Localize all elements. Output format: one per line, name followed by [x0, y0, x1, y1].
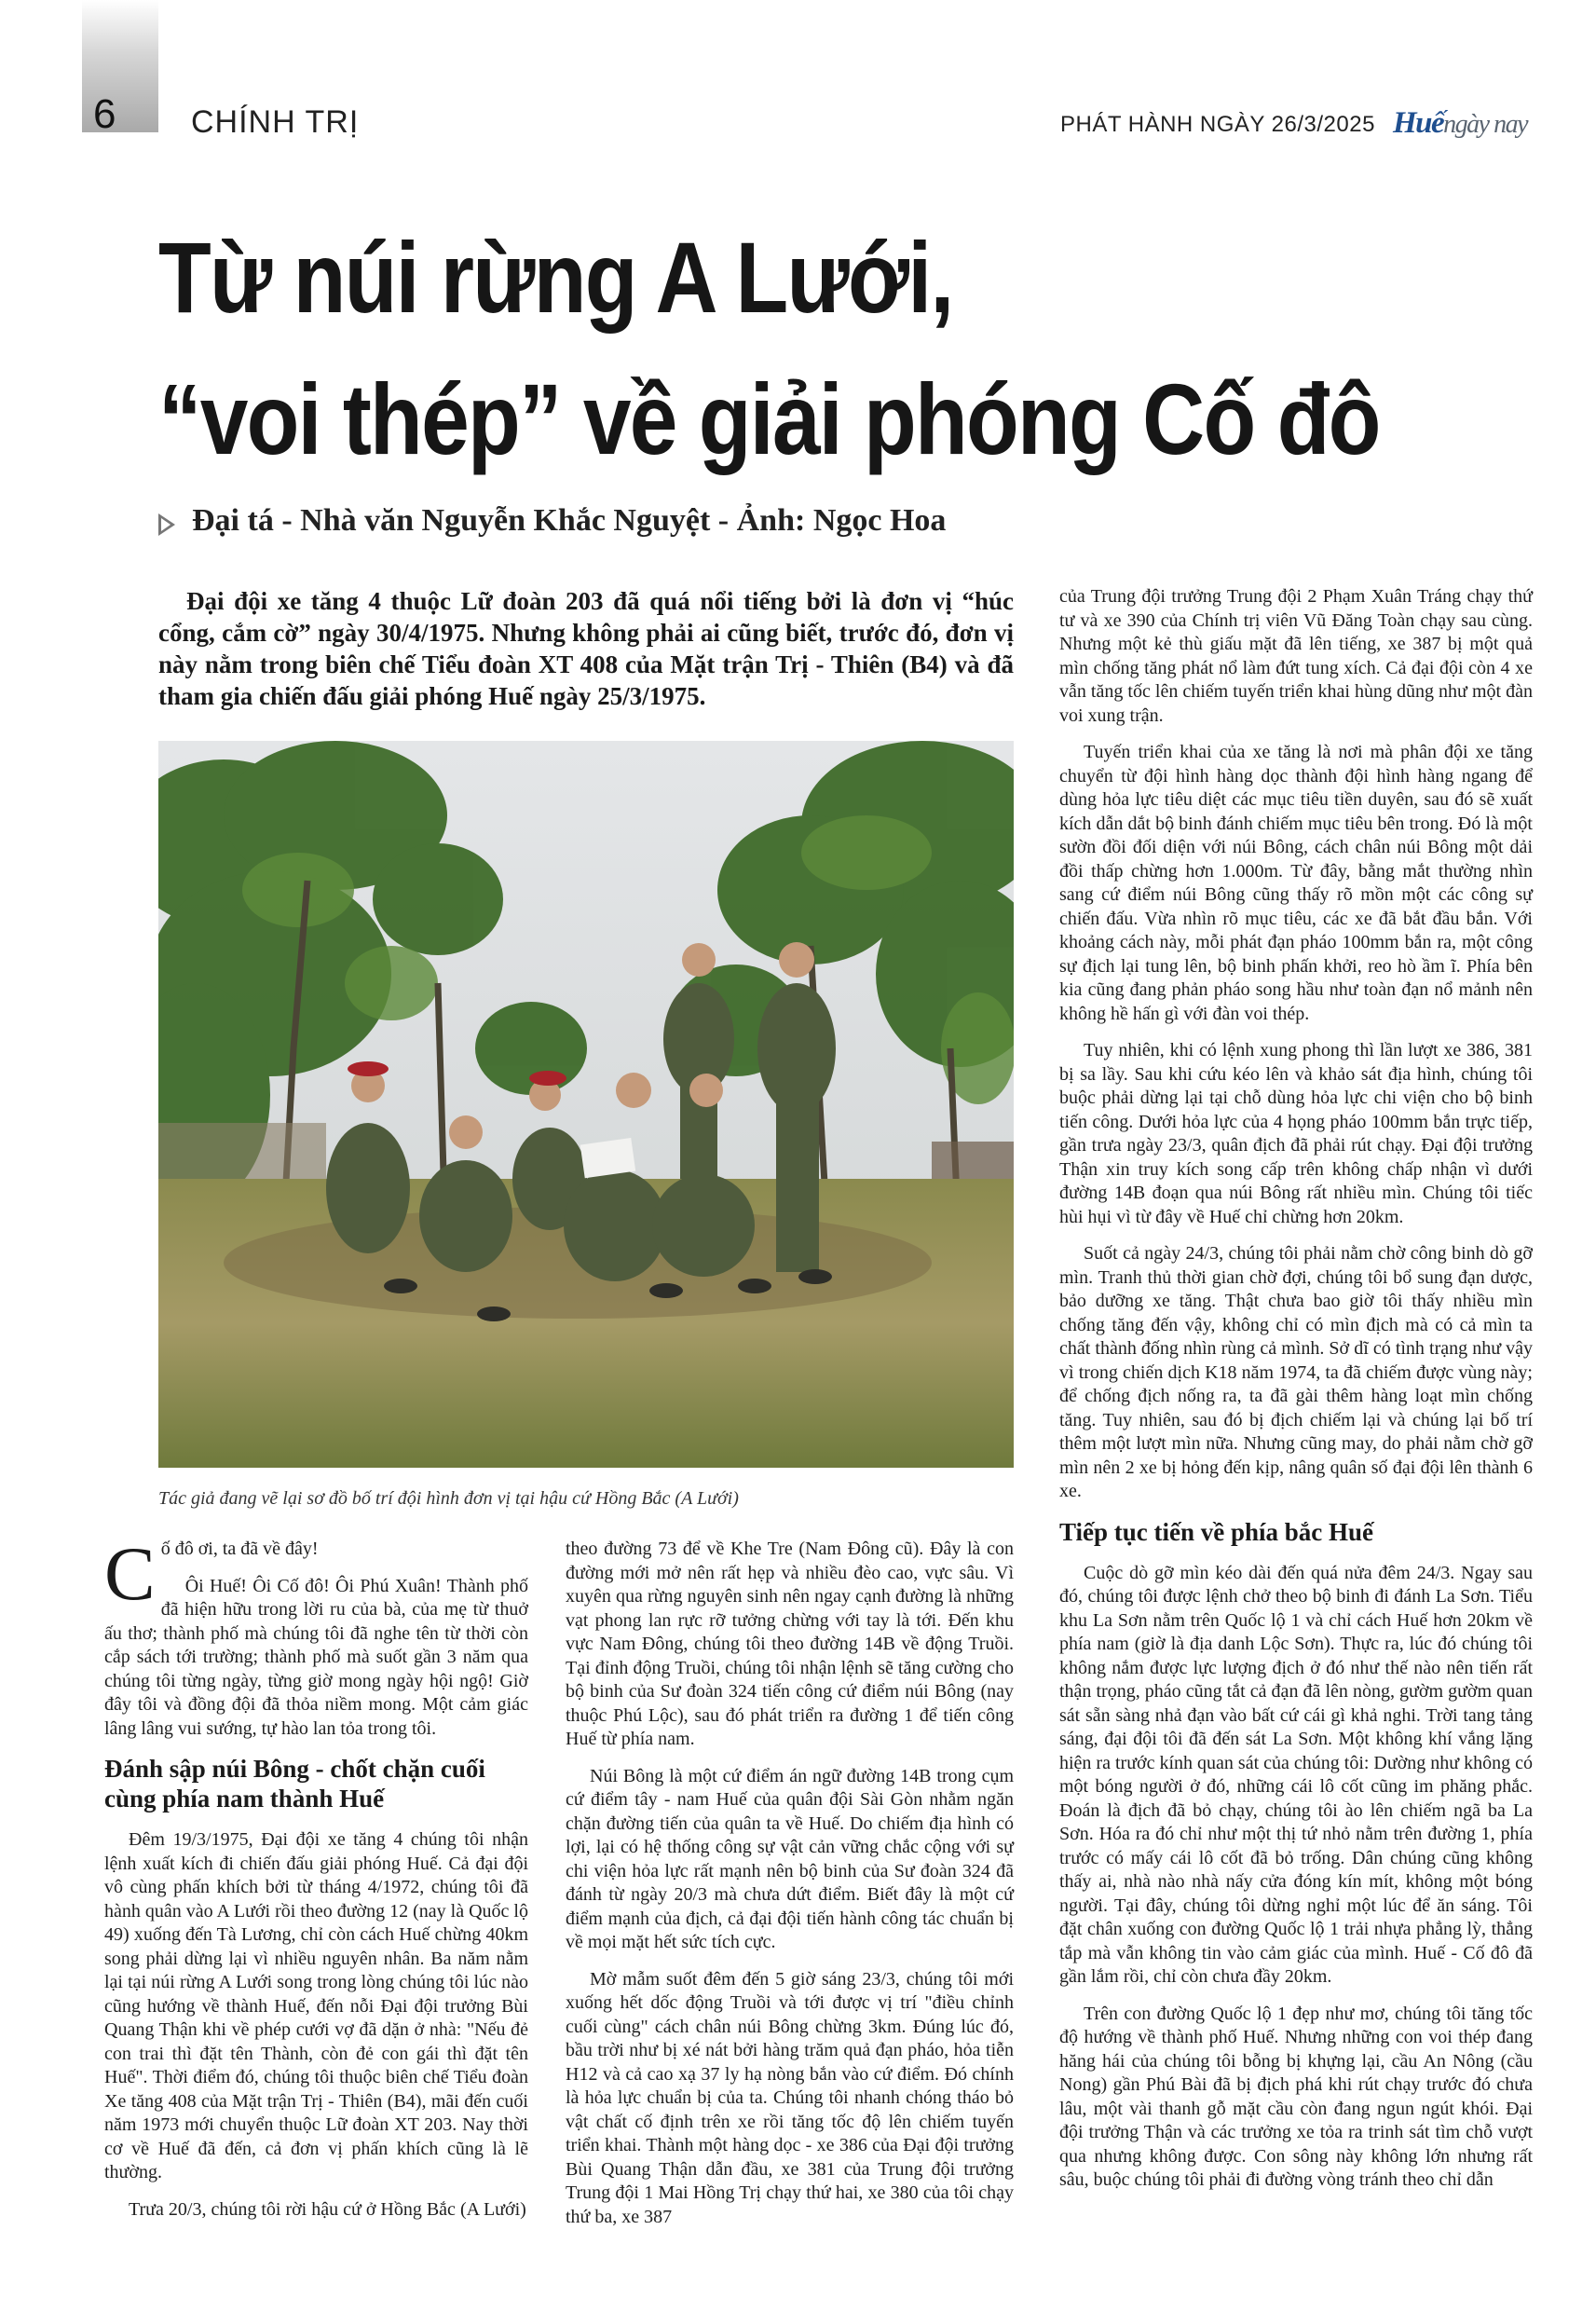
lead-paragraph: Đại đội xe tăng 4 thuộc Lữ đoàn 203 đã quá nổi tiếng bởi là đơn vị “húc cổng, cắm cờ” ngày 30/4/1975. Nhưng không phải ai cũng biết, trước đó, đơn vị này nằm trong biên chế Tiểu đoàn XT 408 của Mặt trận Trị - Thiên (B4) và đã tham gia chiến đấu giải phóng Huế ngày 25/3/1975. — [158, 587, 1014, 710]
paragraph: Mờ mẫm suốt đêm đến 5 giờ sáng 23/3, chúng tôi mới xuống hết dốc động Truồi và tới được vị trí "điều chỉnh cuối cùng" cách chân núi Bông chừng 3km. Đúng lúc đó, bầu trời như bị xé nát bởi hàng trăm quả đạn pháo, hỏa tiễn H12 và cả cao xạ 37 ly hạ nòng bắn vào cứ điểm. Đó chính là hỏa lực chuẩn bị của ta. Chúng tôi nhanh chóng tháo bỏ vật chất cố định trên xe rồi tăng tốc độ lên chiếm tuyến triển khai. Thành một hàng dọc - xe 386 của Đại đội trưởng Bùi Quang Thận dẫn đầu, xe 381 của Trung đội trưởng Trung đội 1 Mai Hồng Trị chạy thứ hai, xe 380 của tôi chạy thứ ba, xe 387 — [566, 1968, 1014, 2227]
headline-line-2: “voi thép” về giải phóng Cố đô — [158, 363, 1380, 475]
paragraph: của Trung đội trưởng Trung đội 2 Phạm Xuân Tráng chạy thứ tư và xe 390 của Chính trị viên Vũ Đăng Toàn chạy sau cùng. Nhưng một kẻ thù giấu mặt đã lên tiếng, xe 387 bị một quả mìn chống tăng phát nổ làm đứt tung xích. Cả đại đội còn 4 xe vẫn tăng tốc lên chiếm tuyến triển khai hùng dũng như một đàn voi xung trận. — [1059, 586, 1533, 726]
paragraph: Tuy nhiên, khi có lệnh xung phong thì lần lượt xe 386, 381 bị sa lầy. Sau khi cứu kéo lên và khảo sát địa hình, chúng tôi buộc phải dừng lại tại chỗ dùng hỏa lực chi viện cho bộ binh tiến công. Dưới hỏa lực của 4 họng pháo 100mm bắn trực tiếp, gần trưa ngày 23/3, quân địch đã phải rút chạy. Đại đội trưởng Thận xin truy kích song cấp trên không chấp nhận vì dưới đường 14B đoạn qua núi Bông rất nhiều mìn. Chúng tôi tiếc hùi hụi vì từ đây về Huế chỉ chừng hơn 20km. — [1059, 1040, 1533, 1227]
article-column-2 — [566, 1538, 1014, 2242]
article-column-1 — [104, 1531, 528, 2235]
paragraph: Tuyến triển khai của xe tăng là nơi mà phân đội xe tăng chuyển từ đội hình hàng dọc thành đội hình hàng ngang để dùng hỏa lực tiêu diệt các mục tiêu tiền duyên, sau đó sẽ xuất kích dẫn dắt bộ binh đánh chiếm mục tiêu bên trong. Đó là một sườn đồi đối diện với núi Bông, cách chân núi Bông một dải đồi thấp chừng hơn 1.000m. Từ đây, bằng mắt thường nhìn sang cứ điểm núi Bông cũng thấy rõ mồn một các công sự chiến đấu. Vừa nhìn rõ mục tiêu, các xe đã bắt đầu bắn. Với khoảng cách này, mỗi phát đạn pháo 100mm bắn ra, một công sự địch lại tung lên, bộ binh phấn khởi, reo hò ầm ĩ. Phía bên kia cũng đang phản pháo song hầu như toàn đạn nổ mảnh nên không hề hấn gì với đàn voi thép. — [1059, 742, 1533, 1024]
opening-paragraph — [104, 1531, 528, 1616]
paragraph: Ôi Huế! Ôi Cố đô! Ôi Phú Xuân! Thành phố đã hiện hữu trong lời ru của bà, của mẹ từ thuở ấu thơ; thành phố mà chúng tôi đã nghe tên từ thời còn cắp sách tới trường; thành phố mà suốt gần 3 năm qua chúng tôi từng ngày, từng giờ mong ngày hội ngộ! Giờ đây tôi và đồng đội đã thỏa niềm mong. Một cảm giác lâng lâng vui sướng, tự hào lan tỏa trong tôi. — [104, 1575, 528, 1739]
article-photo — [158, 741, 1014, 1468]
paragraph: Cuộc dò gỡ mìn kéo dài đến quá nửa đêm 24/3. Ngay sau đó, chúng tôi được lệnh chở theo bộ binh đi đánh La Sơn. Tiểu khu La Sơn nằm trên Quốc lộ 1 và chỉ cách Huế hơn 20km về phía nam (giờ là địa danh Lộc Sơn). Thực ra, lúc đó chúng tôi không nắm được lực lượng địch ở đó như thế nào nên tiến rất thận trọng, pháo cũng tắt cả đạn đã lên nòng, gườm gườm quan sát sẵn sàng nhả đạn vào bất cứ cái gì khả nghi. Trời tang tảng sáng, đại đội tôi đã đến sát La Sơn. Một không khí vắng lặng hiện ra trước kính quan sát của chúng tôi: Dường như không có một bóng người ở đó, những cái lô cốt cũng im phăng phắc. Đoán là địch đã bỏ chạy, chúng tôi ào lên chiếm ngã ba La Sơn. Hóa ra đó chỉ như một thị tứ nhỏ nằm trên đường 1, phía trước có mấy cái lô cốt đã bỏ trống. Dân chúng cũng không thấy ai, nhà nào nhà nấy cửa đóng kín mít, không một bóng người. Tại đây, chúng tôi dừng nghỉ một lúc để ăn sáng. Tôi đặt chân xuống con đường Quốc lộ 1 trải nhựa phẳng lỳ, thẳng tắp mà vẫn không tin vào cảm giác của mình. Huế - Cố đô đã gần lắm rồi, chỉ còn chưa đầy 20km. — [1059, 1562, 1534, 1987]
paragraph: Trưa 20/3, chúng tôi rời hậu cứ ở Hồng Bắc (A Lưới) — [129, 2198, 526, 2220]
byline: Đại tá - Nhà văn Nguyễn Khắc Nguyệt - Ảnh: Ngọc Hoa — [192, 503, 947, 538]
section-title: CHÍNH TRỊ — [191, 104, 360, 140]
article-lead — [158, 585, 1014, 712]
paragraph: Suốt cả ngày 24/3, chúng tôi phải nằm chờ công binh dò gỡ mìn. Tranh thủ thời gian chờ đợi, chúng tôi bổ sung đạn dược, bảo dưỡng xe tăng. Thật chưa bao giờ tôi thấy nhiều mìn chống tăng đến vậy, không chỉ có mìn địch mà có cả mìn ta chất thành đống nhìn rùng cả mình. Sở dĩ có tình trạng như vậy vì trong chiến dịch K18 năm 1974, ta đã chiếm được vùng này; để chống địch nống ra, ta đã gài thêm hàng loạt mìn chống tăng. Tuy nhiên, sau đó bị địch chiếm lại và chúng lại bố trí thêm một lượt mìn nữa. Nhưng cũng may, do phải nằm chờ gỡ mìn nên 2 xe bị hỏng đến kịp, nâng quân số đại đội lên thành 6 xe. — [1059, 1243, 1533, 1501]
page-number: 6 — [93, 91, 116, 137]
opening-text: ố đô ơi, ta đã về đây! — [160, 1539, 319, 1559]
issue-date: PHÁT HÀNH NGÀY 26/3/2025 — [1060, 112, 1375, 137]
paragraph: Trên con đường Quốc lộ 1 đẹp như mơ, chúng tôi tăng tốc độ hướng về thành phố Huế. Nhưng những con voi thép đang hăng hái của chúng tôi bỗng bị khựng lại, cầu An Nông (cầu Nong) gần Phú Bài đã bị địch phá khi rút chạy trước đó chưa lâu, một vài thanh gỗ mặt cầu còn đang ngun ngút khói. Đại đội trưởng Thận và các trưởng xe tỏa ra trinh sát tìm chỗ vượt qua nhưng không được. Con sông này không lớn nhưng rất sâu, buộc chúng tôi phải đi đường vòng tránh theo chỉ dẫn — [1059, 2003, 1533, 2190]
logo-light: ngày nay — [1443, 110, 1528, 139]
drop-cap: C — [104, 1531, 156, 1616]
photo-caption: Tác giả đang vẽ lại sơ đồ bố trí đội hình đơn vị tại hậu cứ Hồng Bắc (A Lưới) — [158, 1488, 739, 1509]
paragraph: Núi Bông là một cứ điểm án ngữ đường 14B trong cụm cứ điểm tây - nam Huế của quân đội Sài Gòn nhằm ngăn chặn đường tiến của quân ta về Huế. Do chiếm địa hình có lợi, lại có hệ thống công sự vật cản vững chắc cộng với sự chi viện hỏa lực rất mạnh nên bộ binh của Sư đoàn 324 đã đánh từ ngày 20/3 mà chưa dứt điểm. Biết đây là một cứ điểm mạnh của địch, cả đại đội tiến hành công tác chuẩn bị về mọi mặt hết sức tích cực. — [566, 1765, 1014, 1952]
article-column-3 — [1059, 585, 1533, 2206]
paragraph: Đêm 19/3/1975, Đại đội xe tăng 4 chúng tôi nhận lệnh xuất kích đi chiến đấu giải phóng Huế. Cả đại đội vô cùng phấn khích bởi từ tháng 4/1972, chúng tôi đã hành quân vào A Lưới rồi theo đường 12 (nay là Quốc lộ 49) xuống đến Tà Lương, chỉ còn cách Huế chừng 40km song phải dừng lại vì nhiều nguyên nhân. Ba năm nằm lại tại núi rừng A Lưới song trong lòng chúng tôi lúc nào cũng hướng về thành Huế, đến nỗi Đại đội trưởng Bùi Quang Thận khi về phép cưới vợ đã dặn ở nhà: "Nếu đẻ con trai thì đặt tên Thành, còn đẻ con gái thì đặt tên Huế". Thời điểm đó, chúng tôi thuộc biên chế Tiểu đoàn Xe tăng 408 của Mặt trận Trị - Thiên (B4), mãi đến cuối năm 1973 mới chuyển thuộc Lữ đoàn XT 203. Nay thời cơ về Huế đã đến, cả đơn vị phấn khích cũng là lẽ thường. — [104, 1829, 528, 2182]
masthead-logo — [1393, 106, 1527, 141]
logo-bold: Huế — [1393, 106, 1444, 140]
paragraph: theo đường 73 để về Khe Tre (Nam Đông cũ). Đây là con đường mới mở nên rất hẹp và nhiều đèo cao, vực sâu. Vì xuyên qua rừng nguyên sinh nên ngay cạnh đường là những vạt phong lan rực rỡ tưởng chừng với tay là tới. Đến khu vực Nam Đông, chúng tôi theo đường 14B về động Truồi. Tại đỉnh động Truồi, chúng tôi nhận lệnh sẽ tăng cường cho bộ binh của Sư đoàn 324 tiến công cứ điểm núi Bông (nay thuộc Phú Lộc), sau đó phát triển ra đường 1 để tiến công Huế từ phía nam. — [566, 1539, 1014, 1749]
byline-triangle-icon — [158, 513, 175, 536]
article-headline — [158, 207, 1380, 490]
subheading-tien-ve-bac-hue: Tiếp tục tiến về phía bắc Huế — [1059, 1517, 1374, 1546]
subheading-nui-bong: Đánh sập núi Bông - chốt chặn cuối cùng phía nam thành Huế — [104, 1755, 485, 1813]
headline-line-1: Từ núi rừng A Lưới, — [158, 221, 953, 334]
photo-illustration — [158, 741, 1014, 1468]
